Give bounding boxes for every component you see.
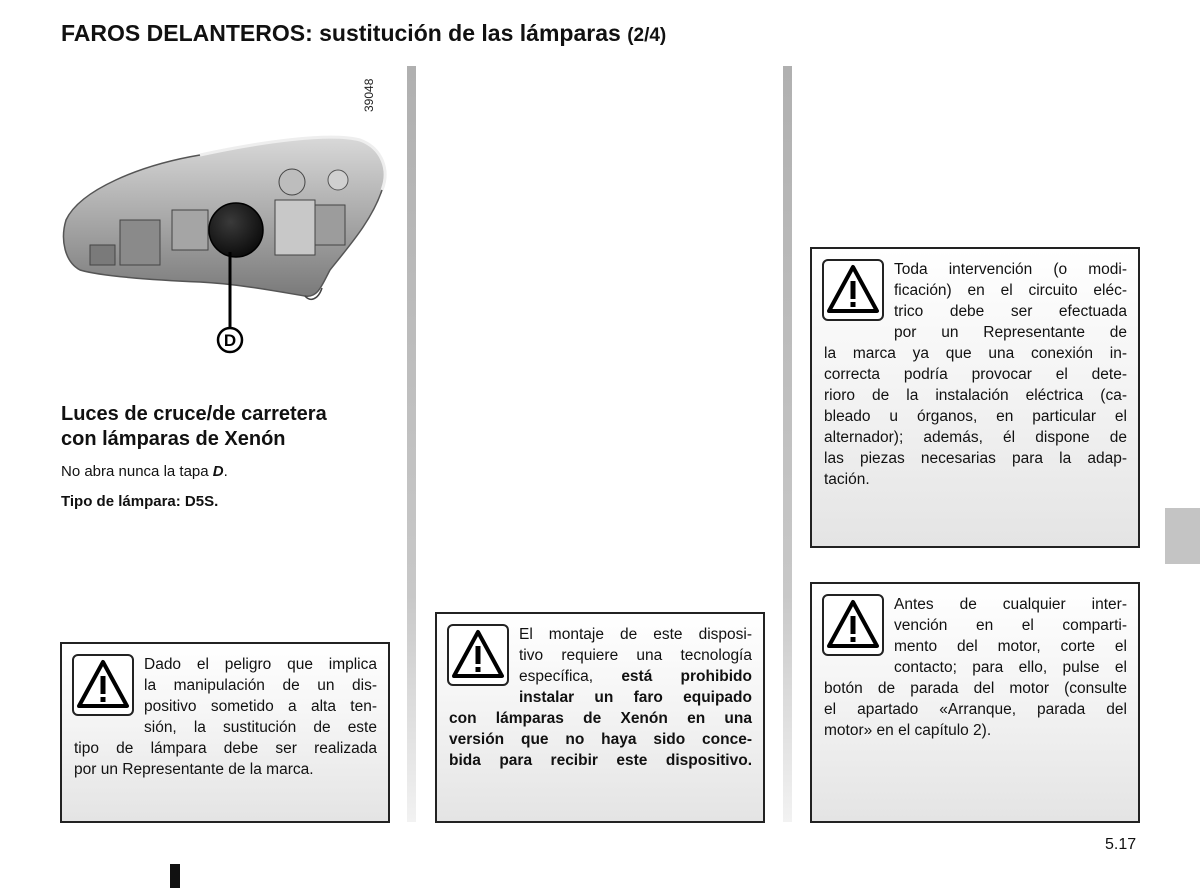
warning-line: botón de parada del motor (consulte (824, 680, 1127, 697)
warning-line: por un Representante de la marca. (74, 761, 314, 778)
warning-line: tipo de lámpara debe ser realizada (74, 740, 377, 757)
warning-text-top (894, 594, 1127, 678)
section-heading-line: Luces de cruce/de carretera (61, 403, 327, 425)
warning-box-electrical (810, 247, 1140, 548)
warning-line: Antes de cualquier inter- (894, 596, 1127, 613)
warning-line: bleado u órganos, en particular el (824, 408, 1127, 425)
warning-line: Toda intervención (o modi- (894, 261, 1127, 278)
warning-text-bottom (824, 678, 1127, 741)
instruction-suffix: . (223, 463, 228, 480)
warning-text-top (519, 624, 752, 708)
warning-text-top (894, 259, 1127, 343)
warning-line: contacto; para ello, pulse el (894, 659, 1127, 676)
crop-mark (170, 864, 180, 888)
warning-line: Dado el peligro que implica (144, 656, 377, 673)
warning-line: con lámparas de Xenón en una (449, 710, 752, 727)
instruction-text (61, 463, 228, 481)
lamp-type: Tipo de lámpara: D5S. (61, 493, 219, 510)
warning-box-engine-compartment (810, 582, 1140, 823)
section-heading (61, 402, 401, 452)
warning-triangle-icon (72, 654, 134, 716)
page-title-main: FAROS DELANTEROS: sustitución de las lámparas (61, 20, 621, 46)
warning-line: motor» en el capítulo 2). (824, 722, 992, 739)
warning-line (519, 666, 752, 687)
warning-box-high-voltage (60, 642, 390, 823)
page-number: 5.17 (1105, 836, 1137, 853)
warning-line-bold: está prohibido (621, 668, 752, 685)
warning-line: por un Representante de (894, 324, 1127, 341)
warning-triangle-icon (447, 624, 509, 686)
page-title-part: (2/4) (627, 25, 667, 46)
warning-line: la manipulación de un dis- (144, 677, 377, 694)
warning-line: bida para recibir este dispositivo. (449, 752, 752, 769)
figure-code: 39048 (362, 78, 376, 112)
warning-line: correcta podría provocar el dete- (824, 366, 1127, 383)
column-divider-right (783, 66, 792, 822)
warning-line: la marca ya que una conexión in- (824, 345, 1127, 362)
warning-line: el apartado «Arranque, parada del (824, 701, 1127, 718)
warning-line: mento del motor, corte el (894, 638, 1127, 655)
warning-line: positivo sometido a alta ten- (144, 698, 377, 715)
warning-triangle-icon (822, 594, 884, 656)
warning-line: trico debe ser efectuada (894, 303, 1127, 320)
warning-line: versión que no haya sido conce- (449, 731, 752, 748)
page-title (61, 20, 666, 47)
warning-line: rioro de la instalación eléctrica (ca- (824, 387, 1127, 404)
warning-line: tivo requiere una tecnología (519, 647, 752, 664)
warning-line: sión, la sustitución de este (144, 719, 377, 736)
warning-line: vención en el comparti- (894, 617, 1127, 634)
warning-line: alternador); además, él dispone de (824, 429, 1127, 446)
instruction-prefix: No abra nunca la tapa (61, 463, 209, 480)
warning-text-bottom (449, 708, 752, 771)
headlamp-figure (60, 70, 400, 360)
column-divider-left (407, 66, 416, 822)
warning-triangle-icon (822, 259, 884, 321)
warning-line-normal: específica, (519, 668, 622, 685)
warning-text-bottom (824, 343, 1127, 490)
warning-line: las piezas necesarias para la adap- (824, 450, 1127, 467)
warning-text-bottom (74, 738, 377, 780)
warning-line: instalar un faro equipado (519, 689, 752, 706)
warning-line: ficación) en el circuito eléc- (894, 282, 1127, 299)
warning-box-xenon-install (435, 612, 765, 823)
warning-line: El montaje de este disposi- (519, 626, 752, 643)
chapter-tab (1165, 508, 1200, 564)
section-heading-line: con lámparas de Xenón (61, 428, 286, 450)
warning-text-top (144, 654, 377, 738)
callout-d-label: D (223, 331, 237, 350)
headlamp-illustration (60, 70, 400, 360)
warning-line: tación. (824, 471, 870, 488)
instruction-ref: D (212, 463, 224, 480)
